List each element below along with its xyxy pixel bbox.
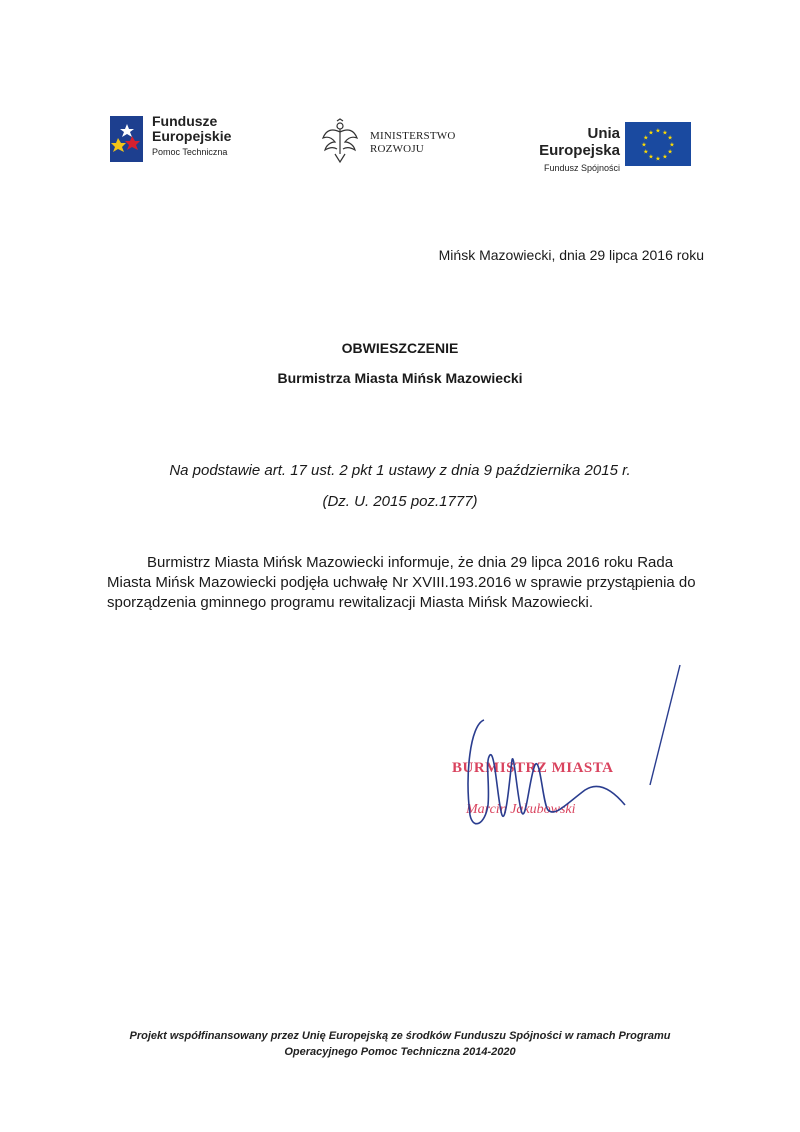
fundusze-line1: Fundusze [152, 113, 218, 129]
eu-star-icon: ★ [643, 135, 649, 142]
fundusze-line2: Europejskie [152, 128, 232, 144]
eu-star-icon: ★ [648, 154, 654, 161]
eu-star-icon: ★ [643, 149, 649, 156]
official-stamp [440, 655, 690, 845]
fundusze-flag-icon [110, 116, 143, 162]
eu-star-icon: ★ [655, 156, 661, 163]
document-subtitle: Burmistrza Miasta Mińsk Mazowiecki [277, 370, 523, 386]
document-title: OBWIESZCZENIE [341, 340, 459, 356]
fundusze-europejskie-logo [110, 114, 270, 174]
eu-star-icon: ★ [648, 130, 654, 137]
ministerstwo-line1: MINISTERSTWO [370, 130, 456, 142]
eu-star-icon: ★ [669, 142, 675, 149]
legal-basis: Na podstawie art. 17 ust. 2 pkt 1 ustawy z dnia 9 października 2015 r. [169, 462, 631, 479]
eu-flag-icon [625, 122, 691, 166]
footer-line1: Projekt współfinansowany przez Unię Europejską ze środków Funduszu Spójności w ramach Programu [129, 1030, 671, 1042]
unia-title: Unia Europejska [539, 125, 620, 159]
fundusze-sub: Pomoc Techniczna [152, 147, 228, 157]
legal-reference: (Dz. U. 2015 poz.1777) [322, 493, 478, 510]
stamp-title: BURMISTRZ MIASTA [452, 760, 614, 776]
eagle-emblem-icon [320, 118, 360, 164]
eu-star-icon: ★ [662, 154, 668, 161]
eu-star-icon: ★ [667, 135, 673, 142]
ministerstwo-line2: ROZWOJU [370, 143, 424, 155]
body-paragraph [107, 553, 702, 613]
footer-note [0, 1028, 800, 1060]
unia-europejska-logo [500, 120, 700, 173]
date-line: Mińsk Mazowiecki, dnia 29 lipca 2016 roku [438, 247, 704, 263]
eu-star-icon: ★ [667, 149, 673, 156]
ministerstwo-rozwoju-logo [320, 118, 480, 168]
footer-line2: Operacyjnego Pomoc Techniczna 2014-2020 [284, 1046, 516, 1058]
handwritten-signature [440, 655, 690, 845]
body-text: Burmistrz Miasta Mińsk Mazowiecki informuje, że dnia 29 lipca 2016 roku Rada Miasta Mińsk Mazowiecki podjęła uchwałę Nr XVIII.193.2016 w sprawie przystąpienia do sporządzenia gminnego programu rewitalizacji Miasta Mińsk Mazowiecki. [107, 554, 696, 611]
stamp-name: Marcin Jakubowski [466, 802, 576, 817]
eu-star-icon: ★ [662, 130, 668, 137]
eu-star-icon: ★ [641, 142, 647, 149]
unia-sub: Fundusz Spójności [543, 163, 620, 173]
eu-star-icon: ★ [655, 128, 661, 135]
